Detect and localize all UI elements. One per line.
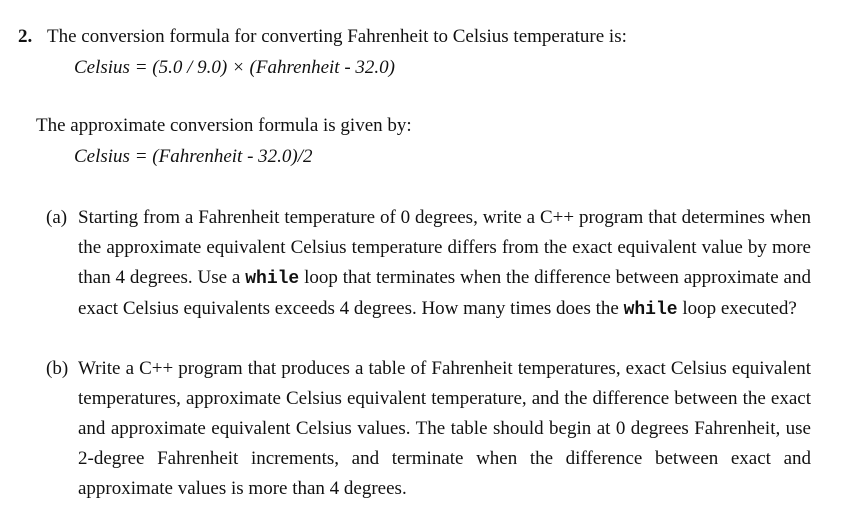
question-number: 2. [18,26,33,47]
approx-intro: The approximate conversion formula is given by: [36,115,412,136]
part-a-text [78,203,811,325]
question-intro: The conversion formula for converting Fahrenheit to Celsius temperature is: [47,26,627,47]
part-a-text-3: loop executed? [677,298,797,319]
part-a-code-while-2: while [623,300,678,320]
part-a-code-while-1: while [245,269,300,289]
part-b-text: Write a C++ program that produces a table of Fahrenheit temperatures, exact Celsius equivalent temperatures, approximate Celsius equivalent temperature, and the difference between the exact and approximate equivalent Celsius values. The table should begin at 0 degrees Fahrenheit, use 2-degree Fahrenheit increments, and terminate when the difference between exact and approximate values is more than 4 degrees. [78,358,811,499]
part-a-label: (a) [46,207,68,228]
part-a-text-2: loop that terminates when the difference between approximate and exact Celsius equivalents exceeds 4 degrees. How many times does the [78,267,811,319]
part-a-text-1: Starting from a Fahrenheit temperature of 0 degrees, write a C++ program that determines when the approximate equivalent Celsius temperature differs from the exact equivalent value by more than 4 degrees. Use a [78,207,811,288]
question-header [18,26,627,48]
part-b-label: (b) [46,358,69,379]
exact-formula: Celsius = (5.0 / 9.0) × (Fahrenheit - 32.0) [74,57,395,78]
approx-formula: Celsius = (Fahrenheit - 32.0)/2 [74,146,313,167]
